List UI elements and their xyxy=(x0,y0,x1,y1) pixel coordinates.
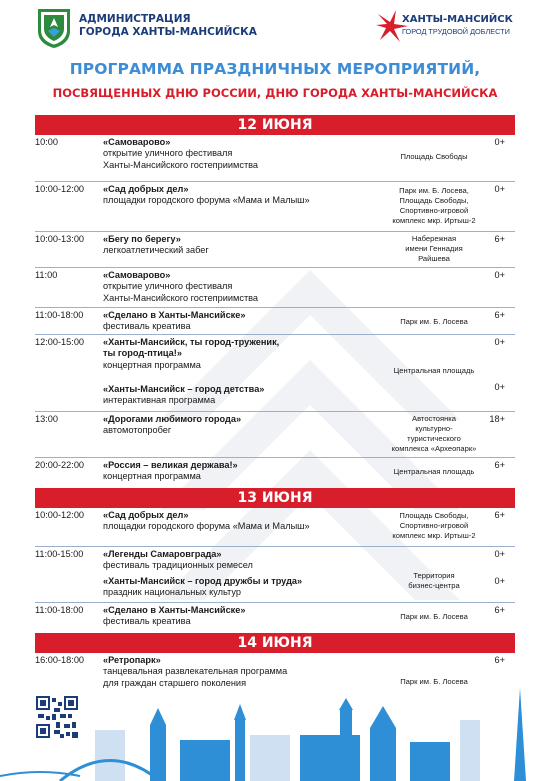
event-description: интерактивная программа xyxy=(103,395,216,406)
qr-code[interactable] xyxy=(36,696,78,738)
age-rating: 6+ xyxy=(494,655,505,665)
event-venue-line: Спортивно-игровой xyxy=(399,206,469,215)
event-venue-line: Площадь Свободы, xyxy=(399,196,469,205)
age-rating: 0+ xyxy=(494,270,505,280)
age-rating: 18+ xyxy=(489,414,505,424)
event-venue-line: Площадь Свободы, xyxy=(399,511,469,520)
event-time: 11:00-18:00 xyxy=(35,310,84,320)
page-subtitle: ПОСВЯЩЕННЫХ ДНЮ РОССИИ, ДНЮ ГОРОДА ХАНТЫ-МАНСИЙСКА xyxy=(52,86,498,100)
schedule-row xyxy=(35,308,515,335)
event-description: фестиваль креатива xyxy=(103,321,191,332)
event-description: Ханты-Мансийского гостеприимства xyxy=(103,292,259,303)
schedule-row xyxy=(35,335,515,412)
event-info xyxy=(103,234,375,257)
age-rating: 6+ xyxy=(494,310,505,320)
organization-name xyxy=(79,13,257,39)
schedule-row xyxy=(35,547,515,603)
age-rating: 6+ xyxy=(494,234,505,244)
event-name: «Бегу по берегу» xyxy=(103,234,181,244)
event-venue xyxy=(375,467,493,477)
page-header xyxy=(0,0,550,56)
event-description: площадки городского форума «Мама и Малыш» xyxy=(103,195,310,206)
event-venue-line: бизнес-центра xyxy=(408,581,460,590)
event-name: «Сад добрых дел» xyxy=(103,184,189,194)
event-info xyxy=(103,414,375,437)
age-rating: 0+ xyxy=(494,184,505,194)
event-venue-line: туристического xyxy=(407,434,461,443)
event-info xyxy=(103,184,375,207)
organization-name-line-1: АДМИНИСТРАЦИЯ xyxy=(79,13,191,25)
event-venue xyxy=(375,317,493,327)
event-venue xyxy=(375,571,493,591)
event-venue-line: Парк им. Б. Лосева xyxy=(400,317,468,326)
schedule-row xyxy=(35,232,515,268)
age-rating: 6+ xyxy=(494,460,505,470)
event-time: 10:00-12:00 xyxy=(35,184,85,194)
event-info xyxy=(103,384,375,407)
event-venue-line: Парк им. Б. Лосева, xyxy=(399,186,469,195)
event-venue-line: имени Геннадия xyxy=(405,244,463,253)
event-description: открытие уличного фестиваля xyxy=(103,281,233,292)
age-rating: 0+ xyxy=(494,137,505,147)
city-skyline-illustration xyxy=(0,677,550,781)
event-venue xyxy=(375,366,493,376)
event-venue-line: Парк им. Б. Лосева xyxy=(400,677,468,686)
brand-block xyxy=(402,14,522,36)
event-time: 10:00 xyxy=(35,137,58,147)
event-venue-line: Спортивно-игровой xyxy=(399,521,469,530)
event-schedule xyxy=(35,115,515,697)
event-time: 16:00-18:00 xyxy=(35,655,85,665)
schedule-row xyxy=(35,268,515,308)
event-time: 12:00-15:00 xyxy=(35,337,85,347)
event-name: ты город-птица!» xyxy=(103,348,182,359)
event-description: концертная программа xyxy=(103,359,201,370)
event-venue-line: Набережная xyxy=(411,234,457,243)
schedule-row xyxy=(35,508,515,547)
event-name: «Самоварово» xyxy=(103,137,171,147)
event-venue xyxy=(375,612,493,622)
organization-name-line-2: ГОРОДА ХАНТЫ-МАНСИЙСКА xyxy=(79,26,257,38)
event-description: фестиваль традиционных ремесел xyxy=(103,560,253,571)
event-description: праздник национальных культур xyxy=(103,587,241,598)
age-rating: 0+ xyxy=(494,382,505,392)
event-description: открытие уличного фестиваля xyxy=(103,148,233,159)
page-title: ПРОГРАММА ПРАЗДНИЧНЫХ МЕРОПРИЯТИЙ, xyxy=(69,60,481,78)
age-rating: 0+ xyxy=(494,549,505,559)
day-header: 13 ИЮНЯ xyxy=(35,488,515,508)
event-name: «Сделано в Ханты-Мансийске» xyxy=(103,605,246,615)
event-venue xyxy=(375,152,493,162)
event-venue-line: Площадь Свободы xyxy=(400,152,468,161)
event-venue-line: комплекс мкр. Иртыш-2 xyxy=(392,216,476,225)
age-rating: 0+ xyxy=(494,337,505,347)
event-name: «Дорогами любимого города» xyxy=(103,414,242,424)
city-coat-of-arms-icon xyxy=(36,7,72,49)
schedule-row xyxy=(35,412,515,458)
event-info xyxy=(103,270,375,304)
event-info xyxy=(103,605,375,628)
age-rating: 6+ xyxy=(494,605,505,615)
event-venue-line: Парк им. Б. Лосева xyxy=(400,612,468,621)
event-name: «Легенды Самаровграда» xyxy=(103,549,222,559)
event-time: 10:00-12:00 xyxy=(35,510,85,520)
schedule-row xyxy=(35,182,515,232)
schedule-row xyxy=(35,603,515,633)
schedule-row xyxy=(35,135,515,182)
event-description: для граждан старшего поколения xyxy=(103,677,247,688)
event-name: «Ханты-Мансийск – город детства» xyxy=(103,384,265,394)
age-rating: 6+ xyxy=(494,510,505,520)
event-description: концертная программа xyxy=(103,471,201,482)
event-info xyxy=(103,137,375,171)
event-info xyxy=(103,510,375,533)
event-time: 13:00 xyxy=(35,414,58,424)
event-info xyxy=(103,549,375,572)
event-name: «Сад добрых дел» xyxy=(103,510,189,520)
event-venue xyxy=(375,511,493,541)
event-venue-line: Автостоянка xyxy=(412,414,456,423)
day-header: 14 ИЮНЯ xyxy=(35,633,515,653)
event-venue-line: комплекса «Археопарк» xyxy=(391,444,477,453)
event-info xyxy=(103,460,375,483)
event-time: 11:00 xyxy=(35,270,58,280)
event-name: «Ханты-Мансийск, ты город-труженик, xyxy=(103,337,280,347)
event-name: «Ретропарк» xyxy=(103,655,161,665)
brand-slogan: ГОРОД ТРУДОВОЙ ДОБЛЕСТИ xyxy=(402,27,510,36)
day-header: 12 ИЮНЯ xyxy=(35,115,515,135)
event-name: «Ханты-Мансийск – город дружбы и труда» xyxy=(103,576,303,586)
schedule-row xyxy=(35,458,515,488)
event-name: «Сделано в Ханты-Мансийске» xyxy=(103,310,246,320)
event-venue xyxy=(375,186,493,226)
event-venue-line: культурно- xyxy=(415,424,453,433)
event-venue-line: Райшева xyxy=(418,254,450,263)
age-rating: 0+ xyxy=(494,576,505,586)
event-name: «Самоварово» xyxy=(103,270,171,280)
event-time: 10:00-13:00 xyxy=(35,234,85,244)
event-info xyxy=(103,310,375,333)
event-description: площадки городского форума «Мама и Малыш» xyxy=(103,521,310,532)
event-name: «Россия – великая держава!» xyxy=(103,460,238,470)
event-description: легкоатлетический забег xyxy=(103,245,209,256)
event-description: фестиваль креатива xyxy=(103,616,191,627)
event-description: танцевальная развлекательная программа xyxy=(103,666,288,677)
event-time: 11:00-15:00 xyxy=(35,549,84,559)
event-venue-line: комплекс мкр. Иртыш-2 xyxy=(392,531,476,540)
event-venue xyxy=(375,414,493,454)
event-time: 11:00-18:00 xyxy=(35,605,84,615)
event-time: 20:00-22:00 xyxy=(35,460,85,470)
event-info xyxy=(103,337,375,371)
event-info xyxy=(103,576,375,599)
event-venue-line: Территория xyxy=(413,571,455,580)
event-venue xyxy=(375,234,493,264)
brand-name: ХАНТЫ-МАНСИЙСК xyxy=(402,14,513,25)
event-description: автомотопробег xyxy=(103,425,172,436)
event-venue-line: Центральная площадь xyxy=(393,467,475,476)
event-venue-line: Центральная площадь xyxy=(393,366,475,375)
event-description: Ханты-Мансийского гостеприимства xyxy=(103,159,259,170)
